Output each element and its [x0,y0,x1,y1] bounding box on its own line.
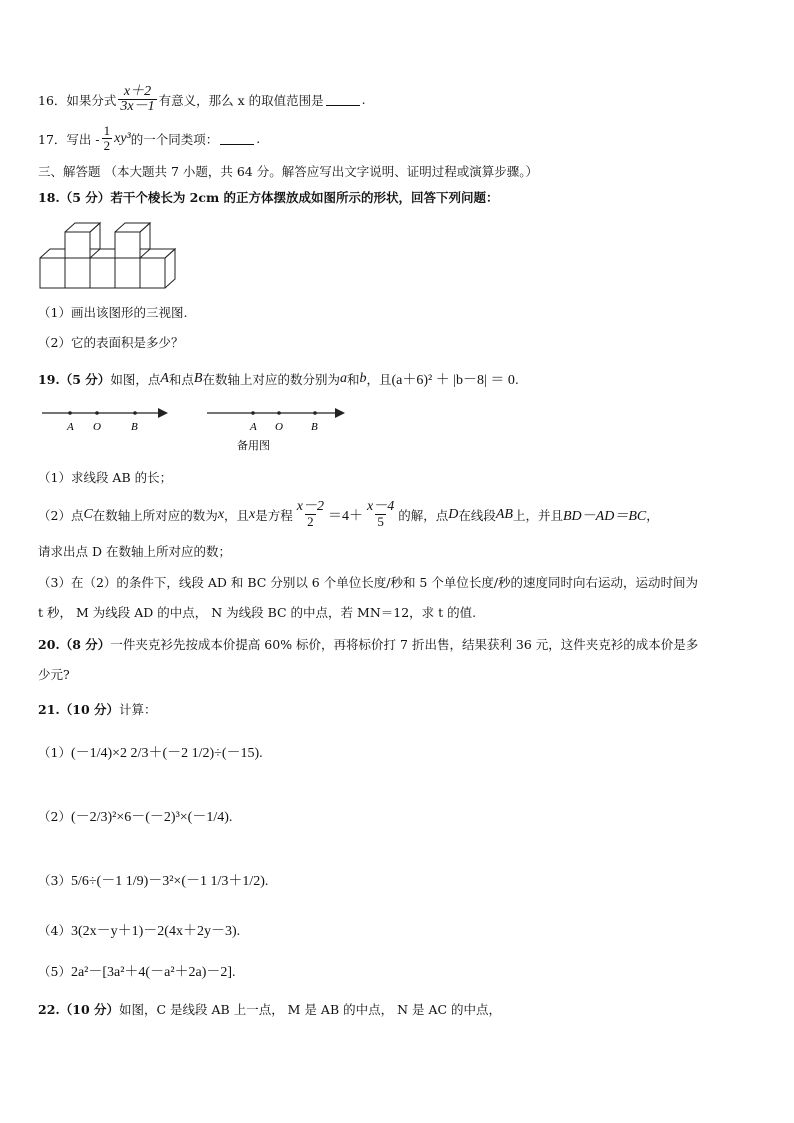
point-label-B: B [311,421,318,433]
question-number: 19. [38,371,60,387]
question-21: 21. （10 分） 计算： [38,701,157,717]
question-18 [38,188,764,206]
question-20-cont: 少元? [38,667,70,682]
item-label: （4） [38,923,71,938]
expression: (－2/3)²×6－(－2)³×(－1/4). [70,810,233,825]
q19-sub2-cont: 请求出点 D 在数轴上所对应的数； [38,544,231,559]
q19-sub1: （1）求线段 AB 的长； [38,470,173,485]
q18-sub1: （1）画出该图形的三视图. [38,305,188,320]
q19-sub2: （2）点 C 在数轴上所对应的数为 x ，且 x 是方程 $\frac{x-2}{2}$ ＝4＋ $\frac{x-4}{5}$ 的解，点 D 在线段 AB 上，并且 BD－AD＝BC ， [38,499,659,529]
question-text: 若干个棱长为 2cm 的正方体摆放成如图所示的形状，回答下列问题： [110,190,499,205]
cube-figure [38,220,188,292]
expression: 2a²－[3a²＋4(－a²＋2a)－2]. [70,965,236,980]
question-points: （10 分） [59,702,119,717]
question-number: 18. [38,189,60,205]
question-text: 写出 - [66,131,100,147]
item-label: （3） [38,873,71,888]
point-label-A: A [67,421,74,433]
question-number: 21. [38,701,60,717]
expression: 5/6÷(－1 1/9)－3²×(－1 1/3＋1/2). [70,874,269,889]
question-16: 16． 如果分式 $\frac{x+2}{3x-1}$ 有意义，那么 x 的取值范围是 . [38,84,366,114]
answer-blank[interactable] [220,132,254,145]
question-points: （8 分） [59,637,111,652]
question-19: 19. （5 分） 如图，点 A 和点 B 在数轴上对应的数分别为 a 和 b ，且 (a＋6)² ＋ |b－8| ＝ 0 . [38,371,519,388]
question-text: 有意义，那么 x 的取值范围是 [158,92,324,108]
point-label-A: A [250,421,257,433]
fraction: $\frac{x-4}{5}$ [367,499,395,529]
q21-item-5 [38,961,764,981]
question-20: 20. （8 分） 一件夹克衫先按成本价提高 60% 标价，再将标价打 7 折出售，结果获利 36 元，这件夹克衫的成本价是多 [38,636,699,652]
point-label-B: B [131,421,138,433]
q21-item-3 [38,870,764,890]
q21-item-1 [38,742,764,762]
q21-item-2 [38,806,764,826]
item-label: （2） [38,809,71,824]
number-line-main [40,403,180,433]
question-number: 22. [38,1001,60,1017]
question-points: （5 分） [59,190,111,205]
fraction: $\frac{x+2}{3x-1}$ [120,84,155,114]
question-number: 16． [38,92,67,108]
question-points: （10 分） [59,1002,119,1017]
q21-item-4 [38,920,764,940]
monomial: xy³ [114,130,131,146]
fraction: $\frac{1}{2}$ [103,123,111,153]
expression: 3(2x－y＋1)－2(4x＋2y－3). [70,924,241,939]
point-label-O: O [93,421,101,433]
spare-figure-caption: 备用图 [237,439,270,452]
item-label: （1） [38,745,71,760]
q19-sub3-cont: t 秒， M 为线段 AD 的中点， N 为线段 BC 的中点，若 MN＝12，求 t 的值. [38,605,477,620]
question-number: 17． [38,131,67,147]
item-label: （5） [38,964,71,979]
fraction: $\frac{x-2}{2}$ [296,499,324,529]
question-points: （5 分） [59,372,111,387]
point-label-O: O [275,421,283,433]
section-title: 三、解答题 （本大题共 7 小题，共 64 分。解答应写出文字说明、证明过程或演算步骤。） [38,164,538,179]
question-text: 如果分式 [66,92,117,108]
question-17: 17． 写出 - $\frac{1}{2}$ xy³ 的一个同类项： . [38,123,261,153]
expression: (－1/4)×2 2/3＋(－2 1/2)÷(－15). [70,746,263,761]
question-text: 的一个同类项： [130,131,219,147]
question-number: 20. [38,636,60,652]
answer-blank[interactable] [326,93,360,106]
q18-sub2: （2）它的表面积是多少？ [38,335,184,350]
question-22: 22. （10 分） 如图，C 是线段 AB 上一点， M 是 AB 的中点， N 是 AC 的中点， [38,1001,502,1017]
q19-sub3: （3）在（2）的条件下，线段 AD 和 BC 分别以 6 个单位长度/秒和 5 个单位长度/秒的速度同时向右运动，运动时间为 [38,575,699,590]
condition-expression: (a＋6)² ＋ |b－8| ＝ 0 [391,373,515,388]
number-line-spare [205,403,355,453]
